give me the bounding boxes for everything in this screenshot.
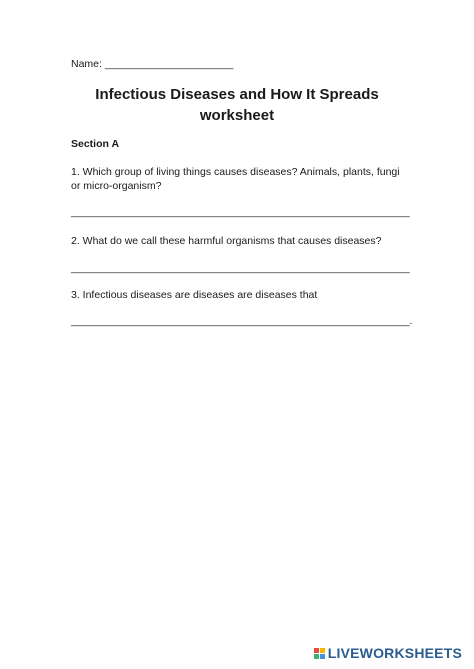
- question-3-answer-line[interactable]: ____________________________________________________________.: [71, 315, 413, 327]
- question-2-text: 2. What do we call these harmful organisms that causes diseases?: [71, 235, 382, 247]
- question-2-answer-line[interactable]: ____________________________________________________________: [71, 262, 410, 274]
- liveworksheets-footer: [314, 645, 462, 661]
- question-1-text: 1. Which group of living things causes diseases? Animals, plants, fungi or micro-organism?: [71, 166, 400, 192]
- liveworksheets-logo-icon: [314, 648, 325, 659]
- worksheet-title-line-2: worksheet: [199, 107, 275, 124]
- worksheet-title-line-1: Infectious Diseases and How It Spreads: [95, 86, 379, 103]
- brand-name: LIVEWORKSHEETS: [327, 645, 462, 661]
- question-1-answer-line[interactable]: ____________________________________________________________: [71, 206, 410, 218]
- section-heading: Section A: [71, 138, 120, 150]
- name-field-label: Name: ______________________: [71, 58, 234, 70]
- question-3-text: 3. Infectious diseases are diseases are diseases that: [71, 289, 318, 301]
